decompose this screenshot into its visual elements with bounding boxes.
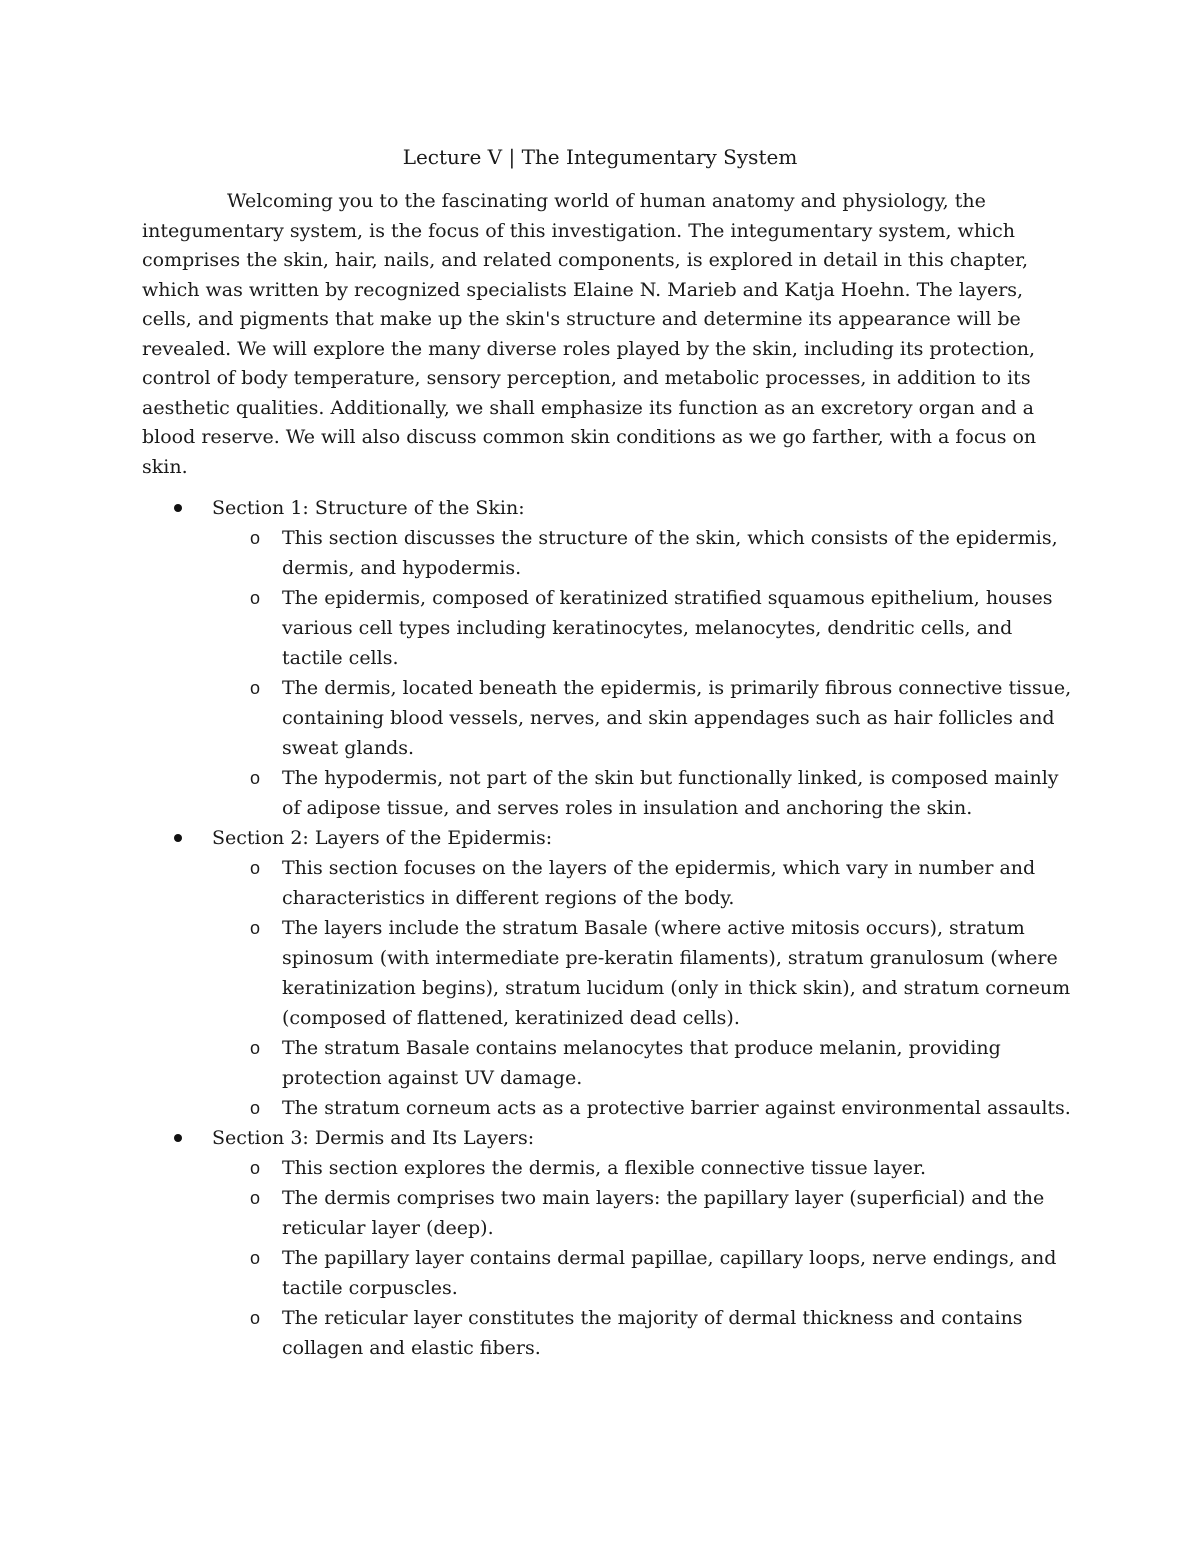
subpoint-text: The layers include the stratum Basale (where active mitosis occurs), stratum spinosum (with intermediate pre-keratin filaments), stratum granulosum (where keratinization begins), stratum lucidum (only in thick skin), and stratum corneum (composed of flattened, keratinized dead cells). [282, 917, 1071, 1029]
circle-bullet-icon: o [250, 858, 261, 878]
subpoint-text: The dermis, located beneath the epidermis, is primarily fibrous connective tissue, containing blood vessels, nerves, and skin appendages such as hair follicles and sweat glands. [282, 677, 1072, 759]
circle-bullet-icon: o [250, 528, 261, 548]
circle-bullet-icon: o [250, 1038, 261, 1058]
circle-bullet-icon: o [250, 918, 261, 938]
bullet-icon [174, 1134, 182, 1142]
section-item [142, 493, 1072, 823]
subpoint-text: The stratum corneum acts as a protective barrier against environmental assaults. [282, 1097, 1071, 1119]
subpoint-text: This section explores the dermis, a flexible connective tissue layer. [282, 1157, 927, 1179]
subpoint-list [212, 523, 1072, 823]
subpoint-item [212, 913, 1072, 1033]
subpoint-text: This section discusses the structure of the skin, which consists of the epidermis, dermis, and hypodermis. [282, 527, 1058, 579]
subpoint-item [212, 583, 1072, 673]
subpoint-text: The papillary layer contains dermal papillae, capillary loops, nerve endings, and tactile corpuscles. [282, 1247, 1057, 1299]
subpoint-item [212, 523, 1072, 583]
subpoint-item [212, 1153, 1072, 1183]
subpoint-text: The epidermis, composed of keratinized stratified squamous epithelium, houses various cell types including keratinocytes, melanocytes, dendritic cells, and tactile cells. [282, 587, 1053, 669]
section-title: Section 2: Layers of the Epidermis: [212, 827, 553, 849]
subpoint-text: The reticular layer constitutes the majority of dermal thickness and contains collagen and elastic fibers. [282, 1307, 1023, 1359]
subpoint-item [212, 763, 1072, 823]
subpoint-list [212, 1153, 1072, 1363]
circle-bullet-icon: o [250, 1308, 261, 1328]
subpoint-item [212, 1093, 1072, 1123]
section-item [142, 823, 1072, 1123]
subpoint-text: The stratum Basale contains melanocytes that produce melanin, providing protection against UV damage. [282, 1037, 1001, 1089]
circle-bullet-icon: o [250, 1158, 261, 1178]
circle-bullet-icon: o [250, 1098, 261, 1118]
section-title: Section 1: Structure of the Skin: [212, 497, 525, 519]
subpoint-text: This section focuses on the layers of the epidermis, which vary in number and characteristics in different regions of the body. [282, 857, 1036, 909]
subpoint-text: The dermis comprises two main layers: the papillary layer (superficial) and the reticular layer (deep). [282, 1187, 1045, 1239]
circle-bullet-icon: o [250, 1188, 261, 1208]
subpoint-item [212, 1303, 1072, 1363]
subpoint-item [212, 1033, 1072, 1093]
circle-bullet-icon: o [250, 768, 261, 788]
section-title: Section 3: Dermis and Its Layers: [212, 1127, 535, 1149]
document-title: Lecture V | The Integumentary System [402, 145, 798, 169]
circle-bullet-icon: o [250, 588, 261, 608]
intro-paragraph: Welcoming you to the fascinating world of human anatomy and physiology, the integumentary system, is the focus of this investigation. The integumentary system, which comprises the skin, hair, nails, and related components, is explored in detail in this chapter, which was written by recognized specialists Elaine N. Marieb and Katja Hoehn. The layers, cells, and pigments that make up the skin's structure and determine its appearance will be revealed. We will explore the many diverse roles played by the skin, including its protection, control of body temperature, sensory perception, and metabolic processes, in addition to its aesthetic qualities. Additionally, we shall emphasize its function as an excretory organ and a blood reserve. We will also discuss common skin conditions as we go farther, with a focus on skin. [142, 190, 1037, 478]
circle-bullet-icon: o [250, 1248, 261, 1268]
subpoint-list [212, 853, 1072, 1123]
bullet-icon [174, 504, 182, 512]
bullet-icon [174, 834, 182, 842]
section-item [142, 1123, 1072, 1363]
subpoint-item [212, 853, 1072, 913]
subpoint-item [212, 673, 1072, 763]
subpoint-text: The hypodermis, not part of the skin but functionally linked, is composed mainly of adipose tissue, and serves roles in insulation and anchoring the skin. [282, 767, 1059, 819]
subpoint-item [212, 1183, 1072, 1243]
subpoint-item [212, 1243, 1072, 1303]
circle-bullet-icon: o [250, 678, 261, 698]
section-list [142, 493, 1072, 1363]
